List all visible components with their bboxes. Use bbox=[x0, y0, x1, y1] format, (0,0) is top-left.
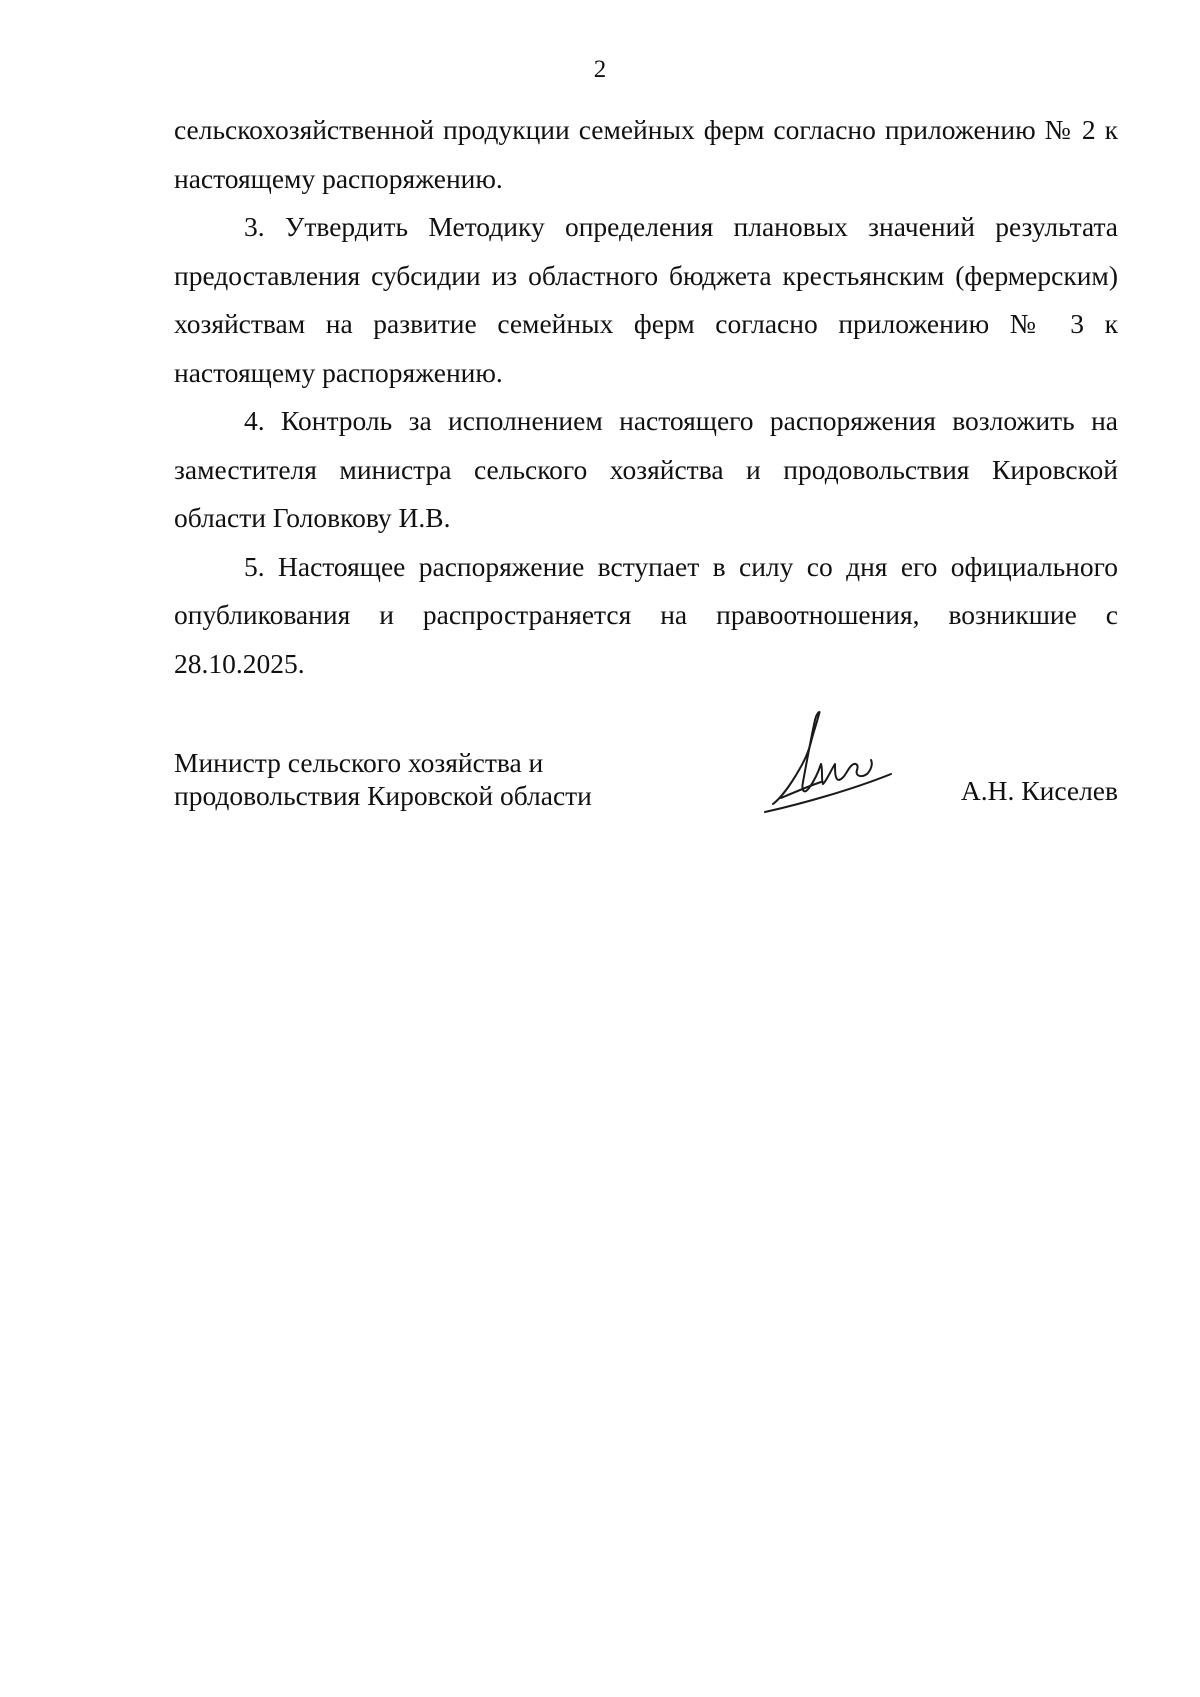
paragraph-item-5: 5. Настоящее распоряжение вступает в силу со дня его официального опубликования и распространяется на правоотношения, возникшие с 28.10.2025. bbox=[174, 550, 1118, 679]
paragraph-item-3: 3. Утвердить Методику определения плановых значений результата предоставления субсидии из областного бюджета крестьянским (фермерским) хозяйствам на развитие семейных ферм согласно приложению № 3 к настоящему распоряжению. bbox=[174, 211, 1118, 388]
handwritten-signature bbox=[761, 708, 901, 818]
paragraph-item-4: 4. Контроль за исполнением настоящего распоряжения возложить на заместителя министра сельского хозяйства и продовольствия Кировской области Головкову И.В. bbox=[174, 405, 1118, 533]
signer-name: А.Н. Киселев bbox=[960, 775, 1118, 806]
paragraph-continuation: сельскохозяйственной продукции семейных ферм согласно приложению № 2 к настоящему распоряжению. bbox=[174, 114, 1118, 194]
signer-title bbox=[174, 746, 592, 812]
signer-title-line-2: продовольствия Кировской области bbox=[174, 780, 592, 811]
signature-block bbox=[174, 746, 1118, 826]
document-body bbox=[174, 106, 1118, 688]
signer-title-line-1: Министр сельского хозяйства и bbox=[174, 747, 544, 778]
page-number: 2 bbox=[593, 56, 607, 83]
